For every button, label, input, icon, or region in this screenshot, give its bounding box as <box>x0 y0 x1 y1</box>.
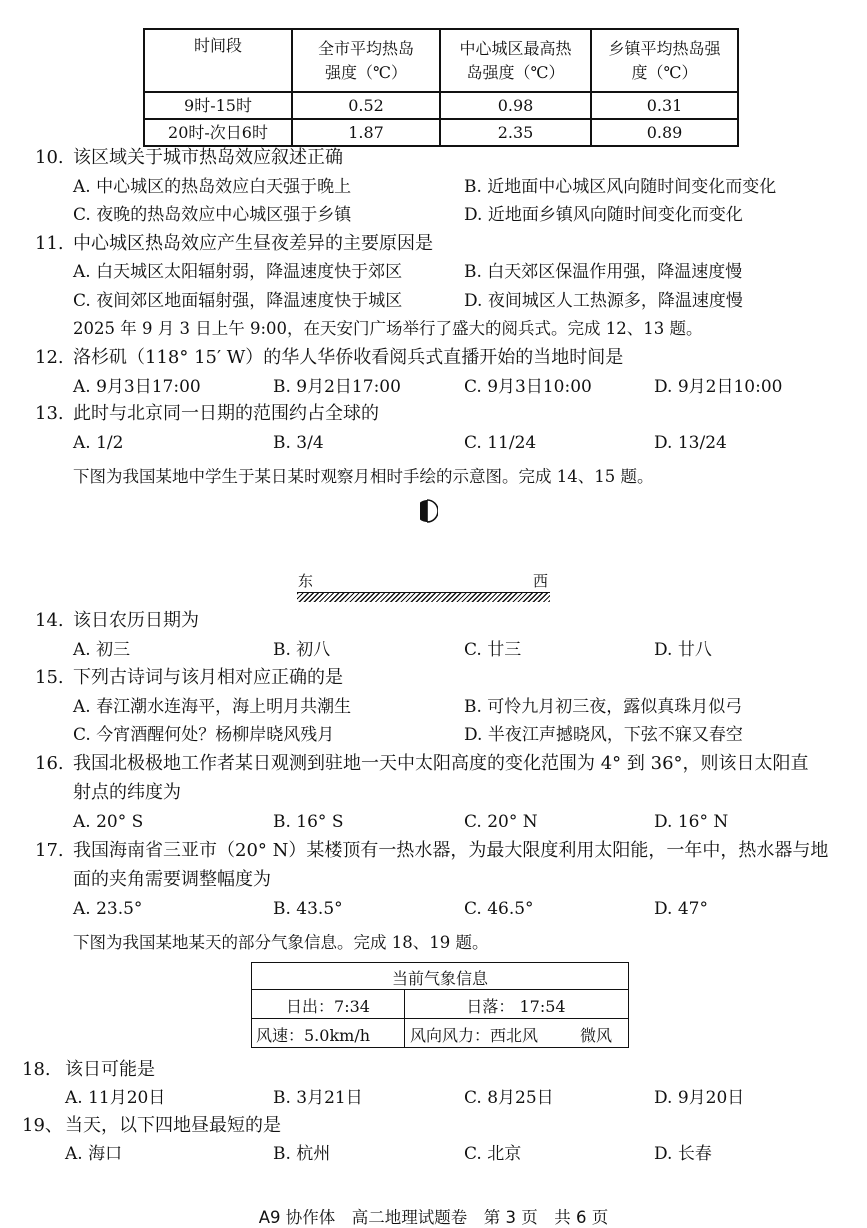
sunset-text: 日落： 17:54 <box>466 997 566 1016</box>
question-19-option-a: A. 海口 <box>65 1144 123 1164</box>
question-10-option-a: A. 中心城区的热岛效应白天强于晚上 <box>73 177 352 197</box>
question-17-option-b: B. 43.5° <box>273 899 343 919</box>
header-text: 中心城区最高热 <box>459 38 572 58</box>
header-text: 岛强度（℃） <box>466 62 565 82</box>
header-text: 乡镇平均热岛强 <box>608 38 721 58</box>
question-17-stem-line2: 面的夹角需要调整幅度为 <box>73 869 271 890</box>
question-11-option-b: B. 白天郊区保温作用强，降温速度慢 <box>464 262 743 282</box>
question-13-option-b: B. 3/4 <box>273 433 324 453</box>
question-16-number: 16. <box>35 753 64 774</box>
question-16-stem-line1: 我国北极极地工作者某日观测到驻地一天中太阳高度的变化范围为 4° 到 36°，则该日太阳直 <box>73 753 809 774</box>
intro-moon: 下图为我国某地中学生于某日某时观察月相时手绘的示意图。完成 14、15 题。 <box>73 467 654 486</box>
question-19-option-d: D. 长春 <box>654 1144 712 1164</box>
question-12-option-d: D. 9月2日10:00 <box>654 377 783 397</box>
wind-direction-text: 风向风力：西北风 <box>410 1026 539 1045</box>
question-18-option-d: D. 9月20日 <box>654 1088 745 1108</box>
question-11-number: 11. <box>35 233 64 254</box>
direction-west-label: 西 <box>533 572 549 590</box>
weather-info-box <box>251 962 629 1048</box>
table-header-row <box>144 29 738 92</box>
table-header-cell <box>292 29 440 92</box>
header-text: 时间段 <box>193 36 242 55</box>
question-11-stem: 中心城区热岛效应产生昼夜差异的主要原因是 <box>73 233 433 254</box>
table-cell: 0.89 <box>591 119 738 146</box>
table-header-cell <box>591 29 738 92</box>
question-18-option-b: B. 3月21日 <box>273 1088 363 1108</box>
wind-level-text: 微风 <box>580 1026 613 1045</box>
header-text: 强度（℃） <box>325 62 407 82</box>
intro-parade: 2025 年 9 月 3 日上午 9:00，在天安门广场举行了盛大的阅兵式。完成 12、13 题。 <box>73 319 703 338</box>
table-cell: 20时-次日6时 <box>144 119 292 146</box>
table-cell: 2.35 <box>440 119 591 146</box>
question-12-stem: 洛杉矶（118° 15′ W）的华人华侨收看阅兵式直播开始的当地时间是 <box>73 347 624 368</box>
question-11-option-d: D. 夜间城区人工热源多，降温速度慢 <box>464 291 743 311</box>
question-14-option-b: B. 初八 <box>273 640 331 660</box>
question-13-number: 13. <box>35 403 64 424</box>
question-17-stem-line1: 我国海南省三亚市（20° N）某楼顶有一热水器，为最大限度利用太阳能，一年中，热水器与地 <box>73 840 829 861</box>
heat-island-table <box>143 28 739 147</box>
question-14-option-c: C. 廿三 <box>464 640 522 660</box>
page-footer: A9 协作体 高二地理试题卷 第 3 页 共 6 页 <box>258 1208 609 1227</box>
table-header-cell <box>144 29 292 92</box>
question-12-option-a: A. 9月3日17:00 <box>73 377 201 397</box>
question-13-option-c: C. 11/24 <box>464 433 537 453</box>
question-15-option-a: A. 春江潮水连海平，海上明月共潮生 <box>73 697 352 717</box>
question-14-option-d: D. 廿八 <box>654 640 712 660</box>
table-cell: 1.87 <box>292 119 440 146</box>
weather-divider <box>252 989 628 990</box>
question-15-option-b: B. 可怜九月初三夜，露似真珠月似弓 <box>464 697 743 717</box>
table-cell: 0.98 <box>440 92 591 119</box>
question-10-number: 10. <box>35 147 64 168</box>
question-18-number: 18. <box>22 1059 51 1080</box>
table-row <box>144 92 738 119</box>
question-19-option-b: B. 杭州 <box>273 1144 331 1164</box>
question-14-stem: 该日农历日期为 <box>73 610 199 631</box>
header-text: 度（℃） <box>631 62 698 82</box>
question-10-stem: 该区域关于城市热岛效应叙述正确 <box>73 147 343 168</box>
question-16-option-d: D. 16° N <box>654 812 729 832</box>
direction-east-label: 东 <box>298 572 314 590</box>
question-15-stem: 下列古诗词与该月相对应正确的是 <box>73 667 343 688</box>
question-16-option-b: B. 16° S <box>273 812 344 832</box>
question-17-number: 17. <box>35 840 64 861</box>
wind-speed-text: 风速：5.0km/h <box>256 1026 371 1045</box>
question-12-option-b: B. 9月2日17:00 <box>273 377 401 397</box>
intro-weather: 下图为我国某地某天的部分气象信息。完成 18、19 题。 <box>73 933 489 952</box>
question-19-option-c: C. 北京 <box>464 1144 522 1164</box>
question-12-option-c: C. 9月3日10:00 <box>464 377 592 397</box>
question-14-option-a: A. 初三 <box>73 640 131 660</box>
question-17-option-d: D. 47° <box>654 899 708 919</box>
table-cell: 0.52 <box>292 92 440 119</box>
question-19-stem: 当天，以下四地昼最短的是 <box>65 1115 281 1136</box>
question-10-option-b: B. 近地面中心城区风向随时间变化而变化 <box>464 177 777 197</box>
question-16-stem-line2: 射点的纬度为 <box>73 782 181 803</box>
table-row <box>144 119 738 146</box>
question-10-option-d: D. 近地面乡镇风向随时间变化而变化 <box>464 205 743 225</box>
question-14-number: 14. <box>35 610 64 631</box>
horizon-ground <box>297 592 550 602</box>
weather-title: 当前气象信息 <box>391 969 488 988</box>
question-11-option-a: A. 白天城区太阳辐射弱，降温速度快于郊区 <box>73 262 403 282</box>
question-13-option-d: D. 13/24 <box>654 433 727 453</box>
moon-phase-icon <box>420 499 438 523</box>
question-18-option-c: C. 8月25日 <box>464 1088 554 1108</box>
question-11-option-c: C. 夜间郊区地面辐射强，降温速度快于城区 <box>73 291 403 311</box>
question-17-option-a: A. 23.5° <box>73 899 143 919</box>
question-12-number: 12. <box>35 347 64 368</box>
question-18-stem: 该日可能是 <box>65 1059 155 1080</box>
question-10-option-c: C. 夜晚的热岛效应中心城区强于乡镇 <box>73 205 352 225</box>
table-cell: 0.31 <box>591 92 738 119</box>
sunrise-text: 日出：7:34 <box>286 997 370 1016</box>
question-19-number: 19、 <box>22 1115 63 1136</box>
question-13-option-a: A. 1/2 <box>73 433 124 453</box>
question-15-number: 15. <box>35 667 64 688</box>
question-16-option-a: A. 20° S <box>73 812 144 832</box>
table-header-cell <box>440 29 591 92</box>
question-18-option-a: A. 11月20日 <box>65 1088 166 1108</box>
question-13-stem: 此时与北京同一日期的范围约占全球的 <box>73 403 379 424</box>
moon-dark-half <box>420 500 427 522</box>
weather-divider <box>252 1018 628 1019</box>
question-15-option-d: D. 半夜江声撼晓风，下弦不寐又春空 <box>464 725 743 745</box>
question-16-option-c: C. 20° N <box>464 812 538 832</box>
question-15-option-c: C. 今宵酒醒何处？杨柳岸晓风残月 <box>73 725 335 745</box>
header-text: 全市平均热岛 <box>317 38 414 58</box>
table-cell: 9时-15时 <box>144 92 292 119</box>
moon-lit-half <box>427 500 438 522</box>
question-17-option-c: C. 46.5° <box>464 899 534 919</box>
